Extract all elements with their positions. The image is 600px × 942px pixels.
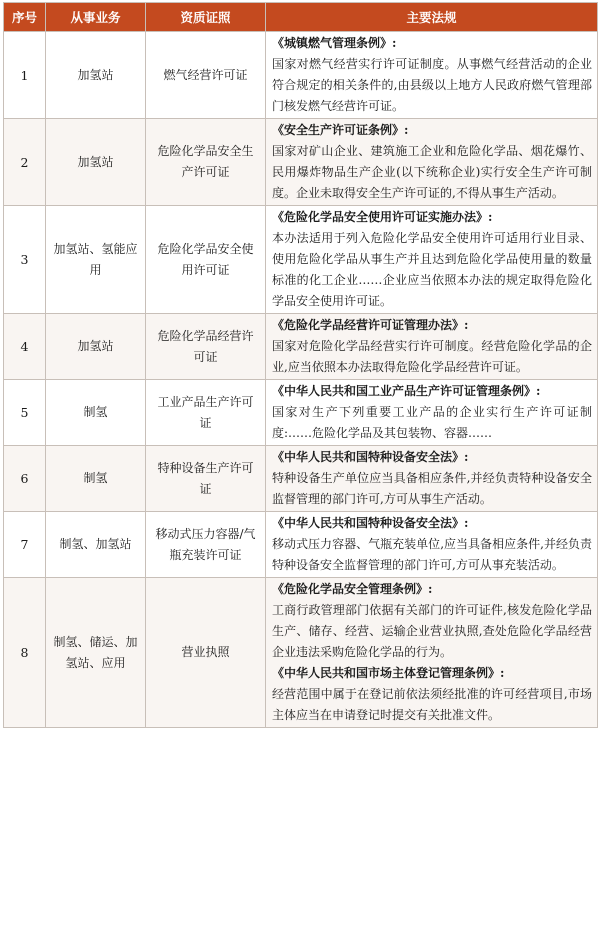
row-number: 4 bbox=[4, 314, 46, 380]
table-row bbox=[4, 578, 598, 728]
regulation-title: 《中华人民共和国特种设备安全法》: bbox=[272, 450, 469, 464]
row-license: 营业执照 bbox=[146, 578, 266, 728]
row-business: 制氢 bbox=[46, 446, 146, 512]
row-number: 1 bbox=[4, 32, 46, 119]
row-license: 特种设备生产许可证 bbox=[146, 446, 266, 512]
header-license: 资质证照 bbox=[146, 3, 266, 32]
header-business: 从事业务 bbox=[46, 3, 146, 32]
row-number: 6 bbox=[4, 446, 46, 512]
table-row bbox=[4, 446, 598, 512]
regulation-title: 《中华人民共和国市场主体登记管理条例》: bbox=[272, 666, 505, 680]
table-row bbox=[4, 512, 598, 578]
row-license: 危险化学品安全生产许可证 bbox=[146, 119, 266, 206]
row-number: 8 bbox=[4, 578, 46, 728]
table-row bbox=[4, 206, 598, 314]
regulation-title: 《危险化学品安全管理条例》: bbox=[272, 582, 433, 596]
regulation-title: 《中华人民共和国工业产品生产许可证管理条例》: bbox=[272, 384, 541, 398]
row-business: 制氢 bbox=[46, 380, 146, 446]
regulation-text: 本办法适用于列入危险化学品安全使用许可适用行业目录、使用危险化学品从事生产并且达到危险化学品使用量的数量标准的化工企业……企业应当依照本办法的规定取得危险化学品安全使用许可证。 bbox=[272, 231, 592, 308]
regulation-text: 国家对燃气经营实行许可证制度。从事燃气经营活动的企业符合规定的相关条件的,由县级以上地方人民政府燃气管理部门核发燃气经营许可证。 bbox=[272, 57, 592, 113]
row-regulation bbox=[266, 314, 598, 380]
row-number: 7 bbox=[4, 512, 46, 578]
regulation-title: 《安全生产许可证条例》: bbox=[272, 123, 409, 137]
table-row bbox=[4, 119, 598, 206]
row-regulation bbox=[266, 380, 598, 446]
header-number: 序号 bbox=[4, 3, 46, 32]
row-business: 加氢站、氢能应用 bbox=[46, 206, 146, 314]
header-regulations: 主要法规 bbox=[266, 3, 598, 32]
row-license: 危险化学品安全使用许可证 bbox=[146, 206, 266, 314]
regulation-text: 国家对生产下列重要工业产品的企业实行生产许可证制度:……危险化学品及其包装物、容器…… bbox=[272, 405, 592, 440]
table-row bbox=[4, 32, 598, 119]
row-regulation bbox=[266, 446, 598, 512]
row-business: 制氢、储运、加氢站、应用 bbox=[46, 578, 146, 728]
row-number: 3 bbox=[4, 206, 46, 314]
row-license: 移动式压力容器/气瓶充装许可证 bbox=[146, 512, 266, 578]
regulation-title: 《城镇燃气管理条例》: bbox=[272, 36, 397, 50]
row-regulation bbox=[266, 578, 598, 728]
regulation-title: 《危险化学品安全使用许可证实施办法》: bbox=[272, 210, 493, 224]
row-number: 5 bbox=[4, 380, 46, 446]
row-business: 加氢站 bbox=[46, 314, 146, 380]
regulation-text: 国家对矿山企业、建筑施工企业和危险化学品、烟花爆竹、民用爆炸物品生产企业(以下统称企业)实行安全生产许可制度。企业未取得安全生产许可证的,不得从事生产活动。 bbox=[272, 144, 592, 200]
regulation-title: 《中华人民共和国特种设备安全法》: bbox=[272, 516, 469, 530]
regulation-text: 特种设备生产单位应当具备相应条件,并经负责特种设备安全监督管理的部门许可,方可从事生产活动。 bbox=[272, 471, 592, 506]
regulation-text: 工商行政管理部门依据有关部门的许可证件,核发危险化学品生产、储存、经营、运输企业营业执照,查处危险化学品经营企业违法采购危险化学品的行为。 bbox=[272, 603, 592, 659]
row-business: 加氢站 bbox=[46, 119, 146, 206]
row-regulation bbox=[266, 32, 598, 119]
table-row bbox=[4, 314, 598, 380]
regulation-text: 移动式压力容器、气瓶充装单位,应当具备相应条件,并经负责特种设备安全监督管理的部门许可,方可从事充装活动。 bbox=[272, 537, 592, 572]
license-regulation-table bbox=[3, 2, 598, 728]
row-regulation bbox=[266, 512, 598, 578]
row-regulation bbox=[266, 206, 598, 314]
row-number: 2 bbox=[4, 119, 46, 206]
regulation-title: 《危险化学品经营许可证管理办法》: bbox=[272, 318, 469, 332]
regulation-text: 经营范围中属于在登记前依法须经批准的许可经营项目,市场主体应当在申请登记时提交有关批准文件。 bbox=[272, 687, 592, 722]
row-regulation bbox=[266, 119, 598, 206]
table-header-row bbox=[4, 3, 598, 32]
row-license: 燃气经营许可证 bbox=[146, 32, 266, 119]
row-business: 制氢、加氢站 bbox=[46, 512, 146, 578]
row-business: 加氢站 bbox=[46, 32, 146, 119]
regulation-text: 国家对危险化学品经营实行许可制度。经营危险化学品的企业,应当依照本办法取得危险化学品经营许可证。 bbox=[272, 339, 592, 374]
row-license: 工业产品生产许可证 bbox=[146, 380, 266, 446]
row-license: 危险化学品经营许可证 bbox=[146, 314, 266, 380]
table-row bbox=[4, 380, 598, 446]
